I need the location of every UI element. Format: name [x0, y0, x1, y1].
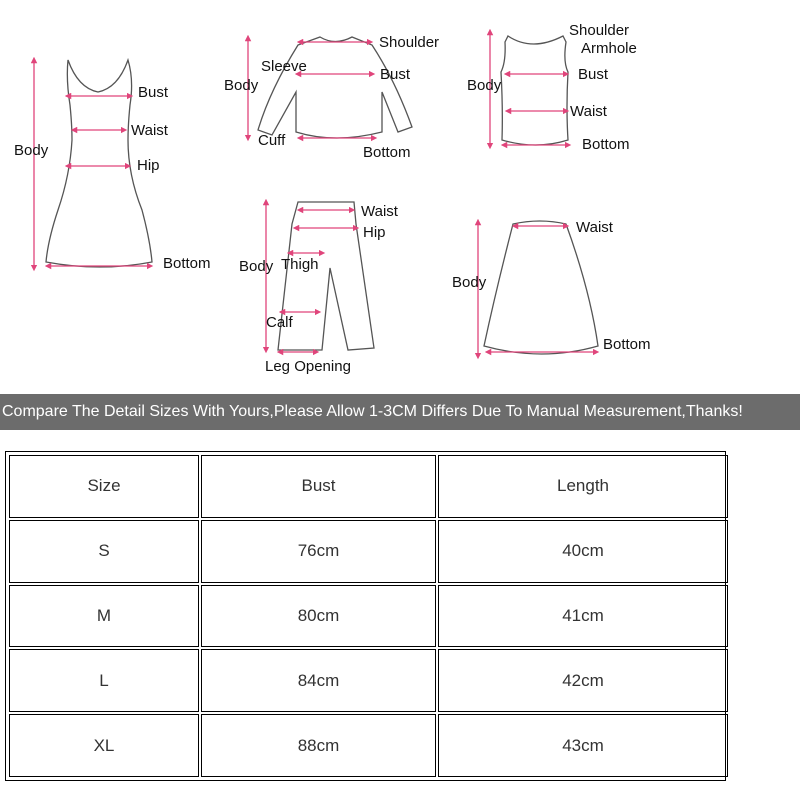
pants-body-label: Body: [239, 258, 274, 275]
size-cell: S: [9, 520, 199, 583]
tank-bust-label: Bust: [578, 66, 609, 83]
top-bottom-label: Bottom: [363, 144, 411, 161]
top-body-label: Body: [224, 77, 259, 94]
length-cell: 42cm: [438, 649, 728, 712]
pants-thigh-label: Thigh: [281, 256, 319, 273]
pants-waist-label: Waist: [361, 203, 398, 220]
table-row: [9, 714, 728, 777]
size-cell: M: [9, 585, 199, 648]
top-bust-label: Bust: [380, 66, 411, 83]
measurement-notice-banner: Compare The Detail Sizes With Yours,Please Allow 1-3CM Differs Due To Manual Measurement,Thanks!: [0, 394, 800, 430]
dress-hip-label: Hip: [137, 157, 160, 174]
measurement-diagrams: [0, 0, 800, 392]
dress-body-label: Body: [14, 142, 49, 159]
bust-cell: 84cm: [201, 649, 436, 712]
top-cuff-label: Cuff: [258, 132, 286, 149]
tank-bottom-label: Bottom: [582, 136, 630, 153]
dress-waist-label: Waist: [131, 122, 168, 139]
size-cell: XL: [9, 714, 199, 777]
long-sleeve-top-outline: [258, 37, 412, 138]
table-header-row: [9, 455, 728, 518]
tank-body-label: Body: [467, 77, 502, 94]
table-row: [9, 520, 728, 583]
tank-waist-label: Waist: [570, 103, 607, 120]
pants-calf-label: Calf: [266, 314, 293, 331]
table-row: [9, 649, 728, 712]
top-shoulder-label: Shoulder: [379, 34, 440, 51]
header-length: Length: [438, 455, 728, 518]
dress-bust-label: Bust: [138, 84, 169, 101]
size-cell: L: [9, 649, 199, 712]
skirt-body-label: Body: [452, 274, 487, 291]
skirt-bottom-label: Bottom: [603, 336, 651, 353]
table-row: [9, 585, 728, 648]
tank-armhole-label: Armhole: [581, 40, 637, 57]
skirt-outline: [484, 221, 598, 354]
bust-cell: 76cm: [201, 520, 436, 583]
tank-top-outline: [501, 36, 568, 145]
pants-leg-opening-label: Leg Opening: [265, 358, 351, 375]
size-table: [5, 451, 726, 781]
tank-shoulder-label: Shoulder: [569, 22, 630, 39]
dress-bottom-label: Bottom: [163, 255, 211, 272]
garment-illustrations: [0, 0, 800, 392]
bust-cell: 80cm: [201, 585, 436, 648]
bust-cell: 88cm: [201, 714, 436, 777]
skirt-waist-label: Waist: [576, 219, 613, 236]
length-cell: 41cm: [438, 585, 728, 648]
header-size: Size: [9, 455, 199, 518]
length-cell: 40cm: [438, 520, 728, 583]
top-sleeve-label: Sleeve: [261, 58, 307, 75]
length-cell: 43cm: [438, 714, 728, 777]
header-bust: Bust: [201, 455, 436, 518]
pants-hip-label: Hip: [363, 224, 386, 241]
